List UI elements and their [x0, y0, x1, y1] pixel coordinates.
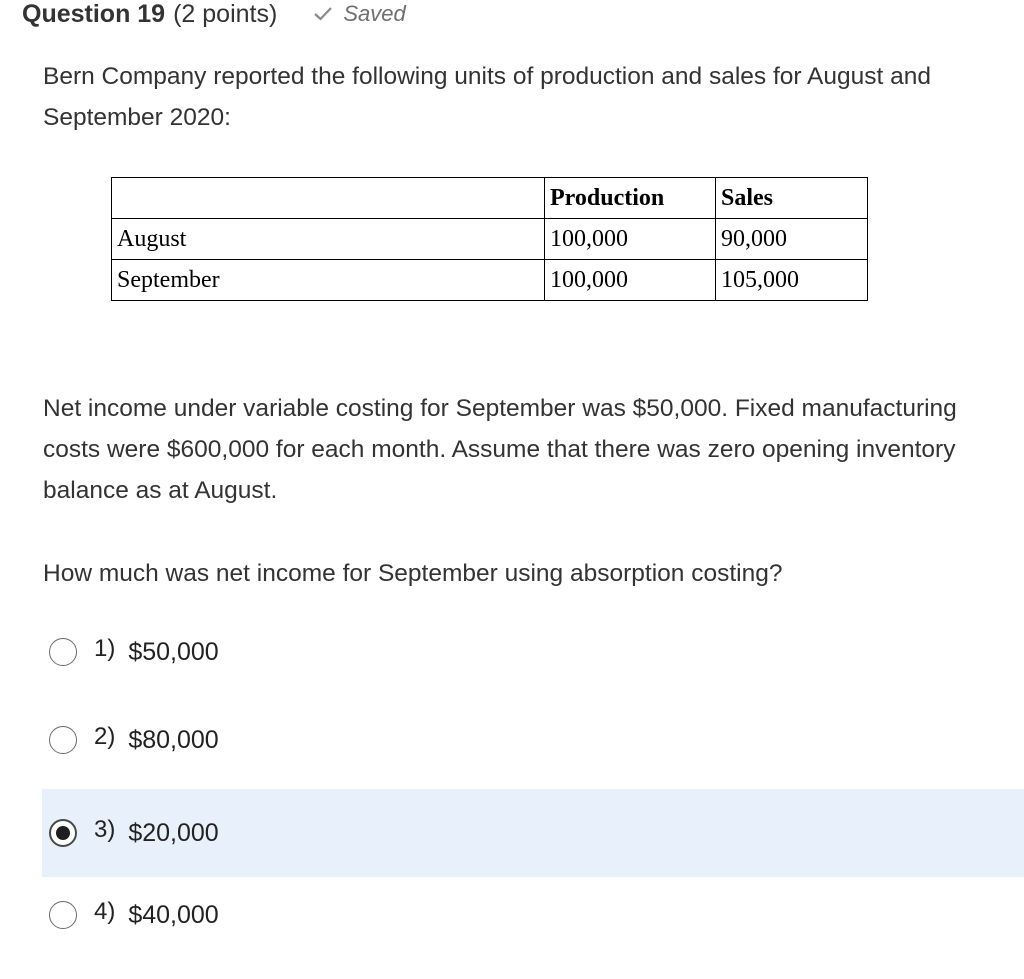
option-number: 2)	[94, 723, 116, 750]
answer-option-2[interactable]	[42, 696, 1024, 784]
table-header-cell: Sales	[716, 178, 868, 219]
question-points: (2 points)	[173, 0, 278, 28]
question-intro: Bern Company reported the following units of production and sales for August and September 2020:	[43, 63, 931, 131]
units-table	[111, 177, 868, 301]
table-header-cell: Production	[545, 178, 716, 219]
table-cell: 90,000	[716, 219, 868, 260]
table-header-cell	[112, 178, 545, 219]
option-label: $50,000	[128, 637, 219, 666]
question-prompt: How much was net income for September using absorption costing?	[43, 560, 783, 587]
table-row	[112, 260, 868, 301]
answer-option-3[interactable]	[42, 789, 1024, 877]
table-cell: September	[112, 260, 545, 301]
radio-dot-icon	[56, 826, 70, 840]
answer-option-4[interactable]	[42, 871, 1024, 959]
question-title: Question 19	[22, 0, 166, 28]
table-cell: August	[112, 219, 545, 260]
table-cell: 100,000	[545, 260, 716, 301]
radio-button-selected[interactable]	[49, 819, 77, 847]
option-label: $80,000	[128, 725, 219, 754]
answer-option-1[interactable]	[42, 608, 1024, 696]
checkmark-icon	[313, 6, 333, 22]
option-number: 3)	[94, 816, 116, 843]
option-number: 4)	[94, 898, 116, 925]
question-header	[22, 0, 406, 34]
option-number: 1)	[94, 635, 116, 662]
question-details: Net income under variable costing for September was $50,000. Fixed manufacturing costs were $600,000 for each month. Assume that there was zero opening inventory balance as at August.	[43, 395, 957, 504]
radio-button[interactable]	[49, 726, 77, 754]
table-cell: 100,000	[545, 219, 716, 260]
radio-button[interactable]	[49, 901, 77, 929]
option-label: $40,000	[128, 900, 219, 929]
radio-button[interactable]	[49, 638, 77, 666]
saved-status	[313, 1, 405, 27]
saved-label: Saved	[343, 1, 406, 26]
table-cell: 105,000	[716, 260, 868, 301]
option-label: $20,000	[128, 818, 219, 847]
table-header-row	[112, 178, 868, 219]
table-row	[112, 219, 868, 260]
